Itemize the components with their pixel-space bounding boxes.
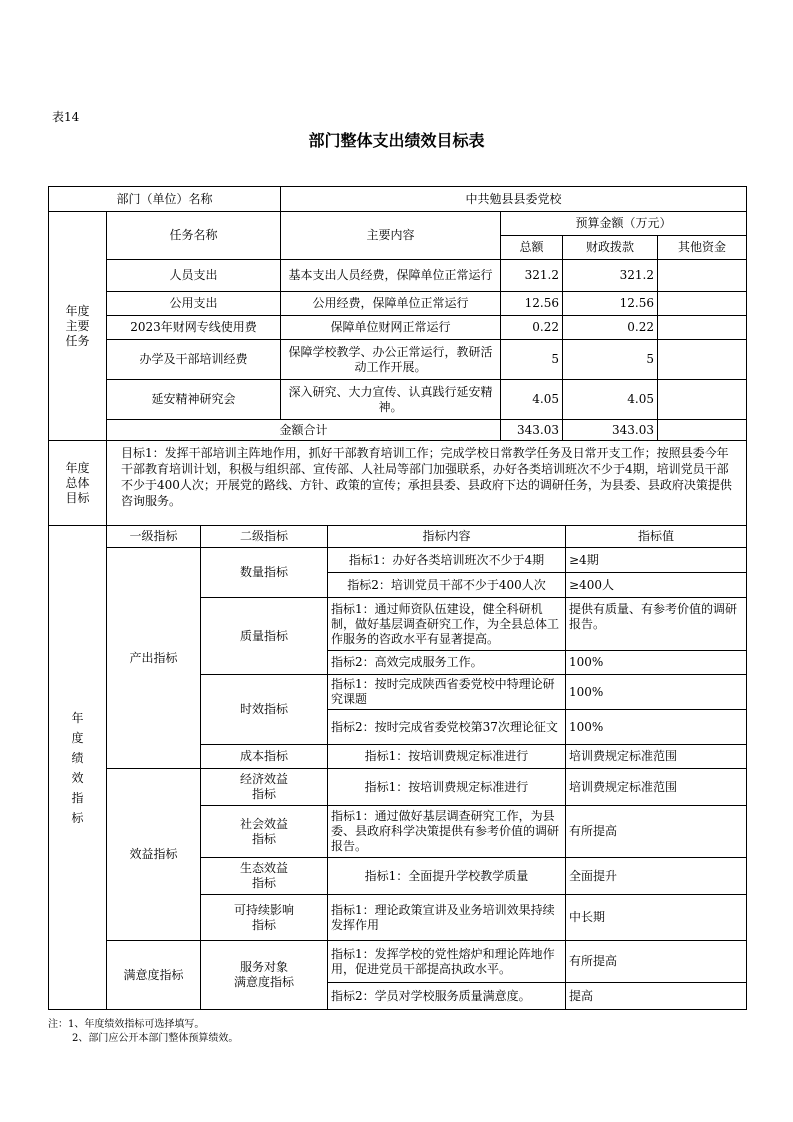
indicator-content: 指标2：按时完成省委党校第37次理论征文 bbox=[328, 710, 566, 745]
output-indicator-label: 产出指标 bbox=[107, 548, 201, 769]
task-total: 5 bbox=[501, 340, 563, 380]
header-content: 指标内容 bbox=[328, 526, 566, 548]
task-other bbox=[658, 316, 747, 340]
footnote-1: 注：1、年度绩效指标可选择填写。 bbox=[48, 1019, 205, 1030]
indicator-value: 有所提高 bbox=[566, 806, 747, 858]
indicator-content: 指标1：办好各类培训班次不少于4期 bbox=[328, 548, 566, 573]
table-row bbox=[49, 380, 747, 420]
indicator-value: 提高 bbox=[566, 983, 747, 1010]
task-fiscal: 12.56 bbox=[563, 292, 658, 316]
social-indicator-label: 社会效益 指标 bbox=[201, 806, 328, 858]
page-title: 部门整体支出绩效目标表 bbox=[308, 131, 485, 150]
tasks-table bbox=[48, 186, 747, 526]
task-other bbox=[658, 292, 747, 316]
quantity-indicator-label: 数量指标 bbox=[201, 548, 328, 598]
indicator-value: ≥4期 bbox=[566, 548, 747, 573]
indicator-content: 指标1：通过做好基层调查研究工作，为县委、县政府科学决策提供有参考价值的调研报告。 bbox=[328, 806, 566, 858]
indicator-content: 指标1：按培训费规定标准进行 bbox=[328, 745, 566, 769]
indicator-content: 指标1：通过师资队伍建设，健全科研机制，做好基层调查研究工作，为全县总体工作服务的咨政水平有显著提高。 bbox=[328, 598, 566, 651]
task-total: 4.05 bbox=[501, 380, 563, 420]
task-other bbox=[658, 340, 747, 380]
task-fiscal: 0.22 bbox=[563, 316, 658, 340]
budget-header: 预算金额（万元） bbox=[501, 212, 747, 236]
task-total: 0.22 bbox=[501, 316, 563, 340]
indicator-value: ≥400人 bbox=[566, 573, 747, 598]
indicator-content: 指标1：理论政策宣讲及业务培训效果持续发挥作用 bbox=[328, 895, 566, 941]
overall-goal-label: 年度 总体 目标 bbox=[49, 441, 107, 526]
task-content: 公用经费，保障单位正常运行 bbox=[281, 292, 501, 316]
performance-table bbox=[48, 525, 747, 1010]
sum-other bbox=[658, 420, 747, 441]
task-name: 人员支出 bbox=[107, 260, 281, 292]
indicator-content: 指标2：培训党员干部不少于400人次 bbox=[328, 573, 566, 598]
task-total: 12.56 bbox=[501, 292, 563, 316]
table-row bbox=[49, 316, 747, 340]
indicator-value: 100% bbox=[566, 675, 747, 710]
indicator-content: 指标2：高效完成服务工作。 bbox=[328, 651, 566, 675]
indicator-value: 100% bbox=[566, 710, 747, 745]
indicator-value: 培训费规定标准范围 bbox=[566, 769, 747, 806]
sum-label: 金额合计 bbox=[107, 420, 501, 441]
task-name-header: 任务名称 bbox=[107, 212, 281, 260]
sum-total: 343.03 bbox=[501, 420, 563, 441]
annual-tasks-label: 年度 主要 任务 bbox=[49, 212, 107, 441]
footnote-2: 2、部门应公开本部门整体预算绩效。 bbox=[72, 1033, 239, 1044]
quality-indicator-label: 质量指标 bbox=[201, 598, 328, 675]
effect-indicator-label: 效益指标 bbox=[107, 769, 201, 941]
indicator-content: 指标2：学员对学校服务质量满意度。 bbox=[328, 983, 566, 1010]
task-fiscal: 4.05 bbox=[563, 380, 658, 420]
task-other bbox=[658, 380, 747, 420]
task-name: 延安精神研究会 bbox=[107, 380, 281, 420]
indicator-content: 指标1：发挥学校的党性熔炉和理论阵地作用，促进党员干部提高执政水平。 bbox=[328, 941, 566, 983]
header-value: 指标值 bbox=[566, 526, 747, 548]
eco-indicator-label: 生态效益 指标 bbox=[201, 858, 328, 895]
indicator-value: 100% bbox=[566, 651, 747, 675]
budget-col-total: 总额 bbox=[501, 236, 563, 260]
task-other bbox=[658, 260, 747, 292]
performance-label: 年 度 绩 效 指 标 bbox=[49, 526, 107, 1010]
dept-value: 中共勉县县委党校 bbox=[281, 187, 747, 212]
header-level1: 一级指标 bbox=[107, 526, 201, 548]
service-satisfaction-label: 服务对象 满意度指标 bbox=[201, 941, 328, 1010]
table-row bbox=[49, 260, 747, 292]
task-content: 保障学校教学、办公正常运行，教研活动工作开展。 bbox=[281, 340, 501, 380]
indicator-value: 提供有质量、有参考价值的调研报告。 bbox=[566, 598, 747, 651]
indicator-content: 指标1：按时完成陕西省委党校中特理论研究课题 bbox=[328, 675, 566, 710]
indicator-value: 有所提高 bbox=[566, 941, 747, 983]
header-level2: 二级指标 bbox=[201, 526, 328, 548]
task-content: 保障单位财网正常运行 bbox=[281, 316, 501, 340]
task-content: 深入研究、大力宣传、认真践行延安精神。 bbox=[281, 380, 501, 420]
time-indicator-label: 时效指标 bbox=[201, 675, 328, 745]
task-fiscal: 5 bbox=[563, 340, 658, 380]
table-row bbox=[49, 292, 747, 316]
task-fiscal: 321.2 bbox=[563, 260, 658, 292]
cost-indicator-label: 成本指标 bbox=[201, 745, 328, 769]
satisfaction-indicator-label: 满意度指标 bbox=[107, 941, 201, 1010]
footnotes bbox=[48, 1018, 238, 1046]
table-row bbox=[49, 340, 747, 380]
task-name: 2023年财网专线使用费 bbox=[107, 316, 281, 340]
task-content: 基本支出人员经费，保障单位正常运行 bbox=[281, 260, 501, 292]
econ-indicator-label: 经济效益 指标 bbox=[201, 769, 328, 806]
table-number: 表14 bbox=[52, 110, 80, 124]
task-name: 办学及干部培训经费 bbox=[107, 340, 281, 380]
indicator-value: 中长期 bbox=[566, 895, 747, 941]
task-name: 公用支出 bbox=[107, 292, 281, 316]
main-content-header: 主要内容 bbox=[281, 212, 501, 260]
indicator-content: 指标1：按培训费规定标准进行 bbox=[328, 769, 566, 806]
budget-col-fiscal: 财政拨款 bbox=[563, 236, 658, 260]
indicator-value: 全面提升 bbox=[566, 858, 747, 895]
indicator-content: 指标1：全面提升学校教学质量 bbox=[328, 858, 566, 895]
task-total: 321.2 bbox=[501, 260, 563, 292]
sum-fiscal: 343.03 bbox=[563, 420, 658, 441]
budget-col-other: 其他资金 bbox=[658, 236, 747, 260]
indicator-value: 培训费规定标准范围 bbox=[566, 745, 747, 769]
sustain-indicator-label: 可持续影响 指标 bbox=[201, 895, 328, 941]
overall-goal-text: 目标1：发挥干部培训主阵地作用，抓好干部教育培训工作；完成学校日常教学任务及日常开支工作；按照县委今年干部教育培训计划，积极与组织部、宣传部、人社局等部门加强联系，办好各类培训班次不少于4期，培训党员干部不少于400人次；开展党的路线、方针、政策的宣传；承担县委、县政府下达的调研任务，为县委、县政府决策提供咨询服务。 bbox=[107, 441, 747, 526]
dept-label: 部门（单位）名称 bbox=[49, 187, 281, 212]
